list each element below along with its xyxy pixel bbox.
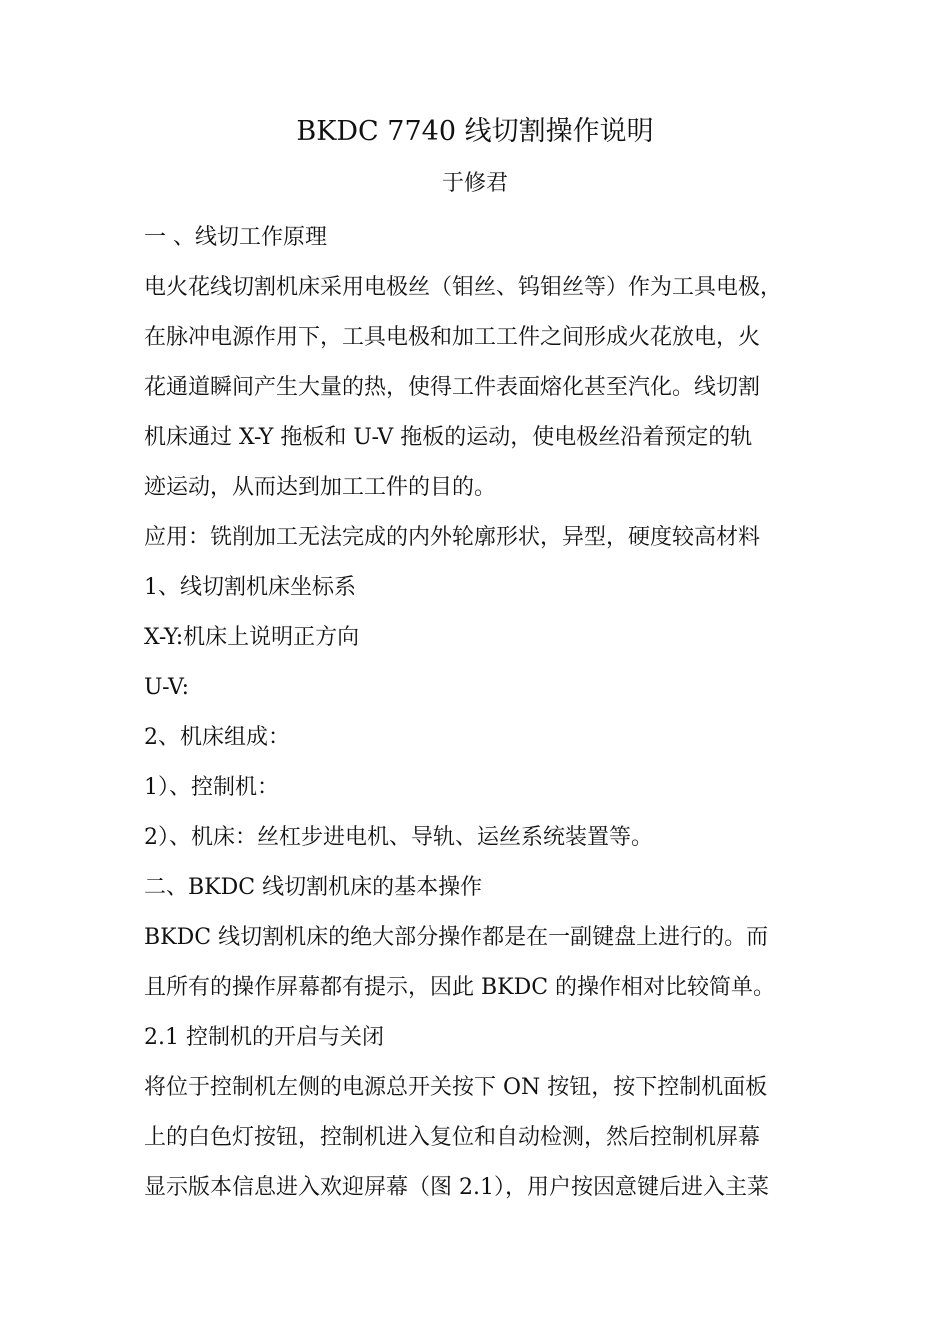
section-heading-basic-operation: 二、BKDC 线切割机床的基本操作 — [144, 875, 483, 900]
paragraph-line: 电火花线切割机床采用电极丝（钼丝、钨钼丝等）作为工具电极， — [144, 275, 783, 300]
paragraph-line: 且所有的操作屏幕都有提示，因此 BKDC 的操作相对比较简单。 — [144, 975, 776, 1000]
paragraph-line: BKDC 线切割机床的绝大部分操作都是在一副键盘上进行的。而 — [144, 925, 769, 950]
section-heading-principle: 一 、线切工作原理 — [144, 225, 327, 250]
paragraph-line: 花通道瞬间产生大量的热，使得工件表面熔化甚至汽化。线切割 — [144, 375, 761, 400]
text-line: U-V: — [144, 675, 190, 700]
subheading-startup-shutdown: 2.1 控制机的开启与关闭 — [144, 1025, 384, 1050]
paragraph-line: 显示版本信息进入欢迎屏幕（图 2.1），用户按因意键后进入主菜 — [144, 1175, 769, 1200]
subheading-machine-composition: 2、机床组成： — [144, 725, 290, 750]
document-body — [144, 213, 808, 1213]
paragraph-line: 机床通过 X-Y 拖板和 U-V 拖板的运动，使电极丝沿着预定的轨 — [144, 425, 753, 450]
paragraph-line: 在脉冲电源作用下，工具电极和加工工件之间形成火花放电，火 — [144, 325, 761, 350]
paragraph-line: 将位于控制机左侧的电源总开关按下 ON 按钮，按下控制机面板 — [144, 1075, 768, 1100]
list-item: 1）、控制机： — [144, 775, 279, 800]
paragraph-line: 上的白色灯按钮，控制机进入复位和自动检测，然后控制机屏幕 — [144, 1125, 761, 1150]
paragraph-line: 迹运动，从而达到加工工件的目的。 — [144, 475, 497, 500]
subheading-coordinate-system: 1、线切割机床坐标系 — [144, 575, 356, 600]
paragraph-line: 应用：铣削加工无法完成的内外轮廓形状，异型，硬度较高材料 — [144, 525, 761, 550]
text-line: X-Y:机床上说明正方向 — [144, 625, 360, 650]
document-title: BKDC 7740 线切割操作说明 — [296, 116, 654, 147]
document-author: 于修君 — [441, 171, 508, 196]
list-item: 2）、机床：丝杠步进电机、导轨、运丝系统装置等。 — [144, 825, 653, 850]
